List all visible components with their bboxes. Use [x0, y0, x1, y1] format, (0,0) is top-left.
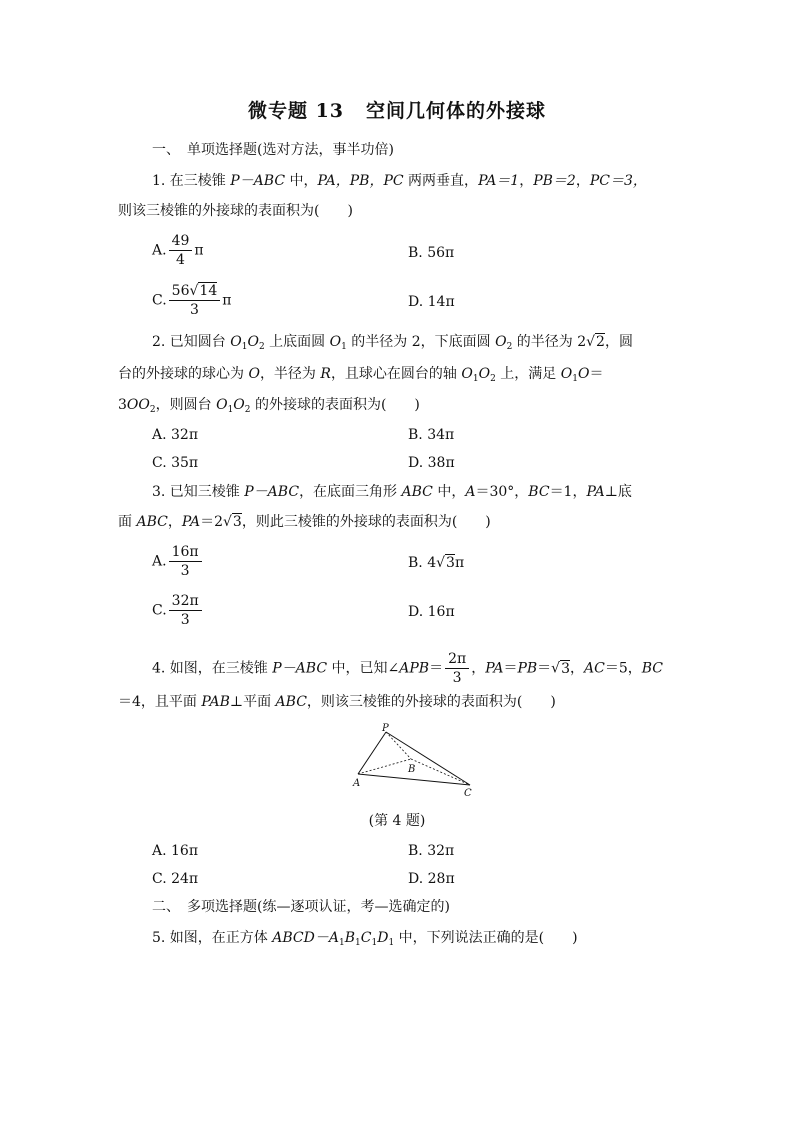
- question-3-line-2: 面 ABC，PA＝2√3，则此三棱锥的外接球的表面积为( ): [118, 514, 491, 530]
- q2-option-a[interactable]: A. 32π: [152, 427, 199, 443]
- q2-option-c[interactable]: C. 35π: [152, 455, 199, 471]
- question-1-line-2: 则该三棱锥的外接球的表面积为( ): [118, 203, 353, 219]
- q3-option-c[interactable]: C. $\frac{32\pi}{3}$: [152, 592, 204, 629]
- q4-option-a[interactable]: A. 16π: [152, 843, 199, 859]
- question-3-line-1: 3. 已知三棱锥 P－ABC，在底面三角形 ABC 中，A＝30°，BC＝1，PA⊥底: [152, 484, 632, 500]
- q3-option-d[interactable]: D. 16π: [408, 604, 455, 620]
- section-heading-multi-choice: 二、 多项选择题(练—逐项认证，考—选确定的): [152, 899, 450, 915]
- label-p: P: [382, 723, 389, 734]
- q1-option-b[interactable]: B. 56π: [408, 245, 455, 261]
- q3-option-b[interactable]: B. 4√3π: [408, 555, 465, 571]
- q4-option-d[interactable]: D. 28π: [408, 871, 455, 887]
- edge-ac: [358, 774, 470, 785]
- question-4-figure: [350, 722, 480, 800]
- edge-pa: [358, 732, 386, 774]
- question-4-line-2: ＝4，且平面 PAB⊥平面 ABC，则该三棱锥的外接球的表面积为( ): [118, 694, 556, 710]
- edge-bc-hidden: [411, 759, 470, 785]
- question-1-line-1: 1. 在三棱锥 P－ABC 中，PA，PB，PC 两两垂直，PA＝1，PB＝2，PC＝3，: [152, 173, 647, 189]
- section-heading-single-choice: 一、 单项选择题(选对方法，事半功倍): [152, 142, 394, 158]
- q4-option-b[interactable]: B. 32π: [408, 843, 455, 859]
- figure-caption: (第 4 题): [368, 813, 426, 829]
- question-2-line-3: $3OO_2$，则圆台 $O_1O_2$ 的外接球的表面积为( ): [118, 397, 420, 415]
- question-5-line-1: 5. 如图，在正方体 $ABCD-A_1B_1C_1D_1$ 中，下列说法正确的是( ): [152, 930, 578, 948]
- edge-pc: [386, 732, 470, 785]
- q1-option-a[interactable]: A. $\frac{49}{4}$ π: [152, 233, 204, 268]
- question-4-line-1: 4. 如图，在三棱锥 P－ABC 中，已知∠APB＝ $\frac{2\pi}{3}$ ，PA＝PB＝√3，AC＝5，BC: [152, 651, 664, 686]
- q4-option-c[interactable]: C. 24π: [152, 871, 199, 887]
- page-title: 微专题 13 空间几何体的外接球: [247, 100, 547, 122]
- label-c: C: [464, 788, 472, 799]
- q1-option-c[interactable]: C. $\frac{56√14}{3}$ π: [152, 283, 232, 318]
- question-2-line-1: 2. 已知圆台 $O_1O_2$ 上底面圆 $O_1$ 的半径为 2，下底面圆 $O_2$ 的半径为 2√2，圆: [152, 334, 633, 352]
- q3-option-a[interactable]: A. $\frac{16\pi}{3}$: [152, 543, 204, 580]
- q2-option-d[interactable]: D. 38π: [408, 455, 455, 471]
- label-a: A: [353, 778, 361, 789]
- q1-option-d[interactable]: D. 14π: [408, 294, 455, 310]
- question-2-line-2: 台的外接球的球心为 O，半径为 R，且球心在圆台的轴 $O_1O_2$ 上，满足 $O_1O=$: [118, 366, 604, 384]
- label-b: B: [408, 764, 416, 775]
- q2-option-b[interactable]: B. 34π: [408, 427, 455, 443]
